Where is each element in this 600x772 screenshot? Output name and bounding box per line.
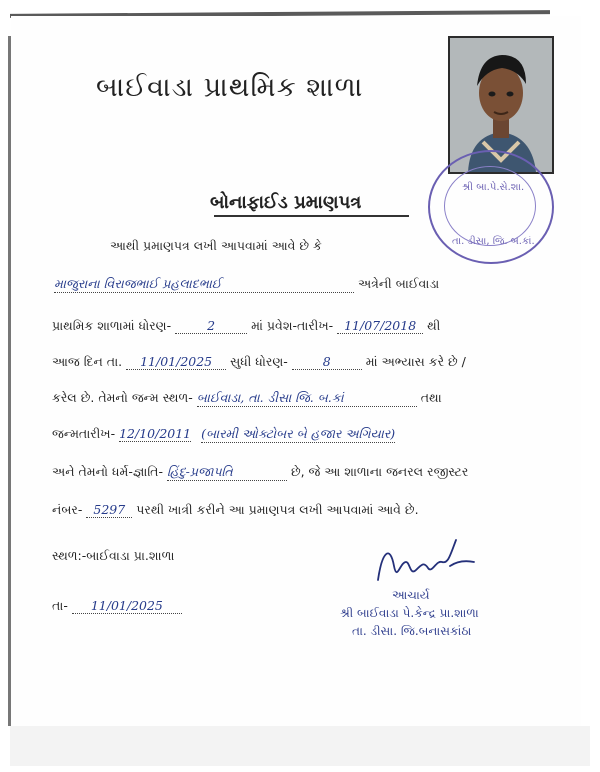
dob-in-words: (બારમી ઓક્ટોબર બે હજાર અગિયાર) (201, 426, 396, 441)
signature-school: શ્રી બાઈવાડા પે.કેન્દ્ર પ્રા.શાળા (340, 606, 479, 620)
register-number: 5297 (86, 502, 132, 518)
birthplace: બાઈવાડા, તા. ડીસા જિ. બ.કાં (197, 390, 417, 407)
current-study-line (52, 354, 466, 370)
dob-date: 12/10/2011 (119, 426, 192, 441)
today-label: આજ દિન તા. (52, 354, 123, 369)
admission-line (52, 318, 440, 334)
register-line (52, 502, 419, 518)
title-underline (214, 215, 409, 217)
certificate-title: બોનાફાઈડ પ્રમાણપત્ર (210, 192, 362, 213)
place-line: સ્થળ:-બાઈવાડા પ્રા.શાળા (52, 548, 175, 563)
dob-label: જન્મતારીખ- (52, 426, 116, 441)
stamp-middle-text: તા. ડીસા, જિ. બ.કાં. (452, 236, 535, 247)
dob-line (52, 426, 395, 443)
admission-date: 11/07/2018 (337, 318, 423, 334)
school-stamp (428, 150, 554, 264)
scan-border-bottom (10, 726, 590, 766)
signature-role: આચાર્ય (392, 588, 430, 602)
date-line (52, 598, 182, 614)
and-label: તથા (420, 390, 442, 405)
stamp-inner-ring (444, 166, 536, 246)
today-date: 11/01/2025 (126, 354, 226, 370)
stamp-top-text: શ્રી બા.પે.સે.શા. (462, 182, 525, 193)
register-suffix: પરથી ખાત્રી કરીને આ પ્રમાણપત્ર લખી આપવામાં આવે છે. (136, 502, 419, 517)
admission-suffix: થી (427, 318, 441, 333)
date-label: તા- (52, 598, 68, 613)
issue-date: 11/01/2025 (72, 598, 182, 614)
student-name-line (54, 276, 439, 293)
caste: હિંદુ-પ્રજાપતિ (167, 464, 287, 481)
current-standard: 8 (292, 354, 362, 370)
admission-standard: 2 (175, 318, 247, 334)
caste-suffix: છે, જે આ શાળાના જનરલ રજીસ્ટર (290, 464, 469, 479)
village-prefix: અત્રેની બાઈવાડા (357, 276, 440, 291)
study-label: માં અભ્યાસ કરે છે / (365, 354, 466, 369)
intro-line: આથી પ્રમાણપત્ર લખી આપવામાં આવે છે કે (110, 238, 322, 253)
standard-label: પ્રાથમિક શાળામાં ધોરણ- (52, 318, 172, 333)
caste-label: અને તેમનો ધર્મ-જ્ઞાતિ- (52, 464, 163, 479)
admission-label: માં પ્રવેશ-તારીખ- (251, 318, 334, 333)
student-name: માજુરાના વિરાજભાઈ પ્રહલાદભાઈ (54, 276, 354, 293)
principal-signature (370, 532, 480, 592)
register-label: નંબર- (52, 502, 83, 517)
caste-line (52, 464, 468, 481)
birthplace-line (52, 390, 442, 407)
school-name: બાઈવાડા પ્રાથમિક શાળા (96, 72, 364, 103)
signature-address: તા. ડીસા. જિ.બનાસકાંઠા (352, 624, 472, 638)
upto-standard-label: સુધી ધોરણ- (230, 354, 288, 369)
birthplace-label: કરેલ છે. તેમનો જન્મ સ્થળ- (52, 390, 193, 405)
